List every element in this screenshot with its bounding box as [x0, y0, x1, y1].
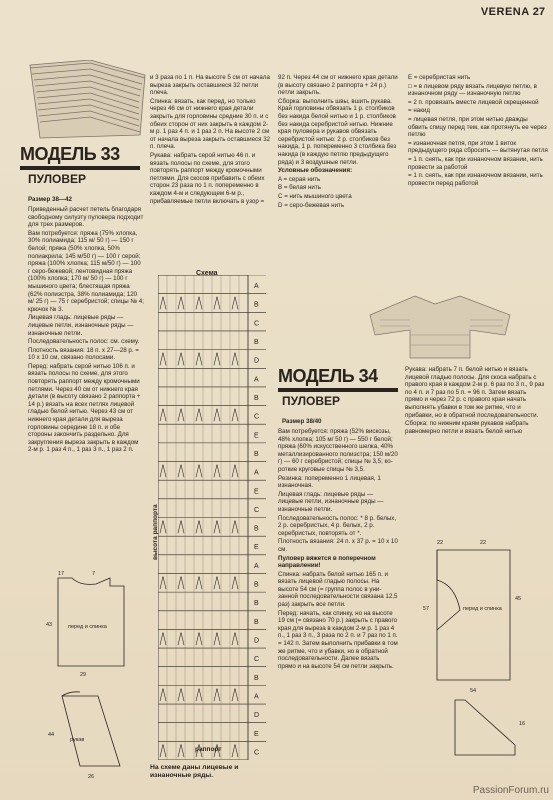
stitch-symbol — [196, 521, 202, 534]
stitch-symbol — [196, 632, 202, 645]
piece-label-front-back: перед и спинка — [68, 624, 107, 630]
chart-row-label: B — [254, 525, 259, 533]
stitch-symbol — [232, 632, 238, 645]
legend-item: = изнаночная петля, при этом 1 виток предыдущего ряда сбросить — вытянутая петля — [408, 139, 548, 155]
pattern-diagram-33 — [40, 566, 140, 788]
chart-row-label: E — [254, 730, 259, 738]
stitch-symbol — [232, 521, 238, 534]
stitch-symbol — [196, 409, 202, 422]
stitch-symbol — [178, 744, 184, 757]
dim-label: 16 — [519, 721, 526, 727]
stitch-symbol — [160, 688, 166, 701]
paragraph: Рукава: набрать серой нитью 46 п. и вязать полосы по схеме, для этого повторять раппорт между кромочными петлями. Для скосов прибавить с обеих сторон 23 раза по 1 п. попеременно в каждом 4-м и следующем 6-м р., прибавляемые петли включать в узор = — [150, 151, 265, 205]
legend-item: D = серо-бежевая нить — [278, 201, 345, 209]
stitch-symbol — [196, 576, 202, 589]
chart-footnote: На схеме даны лицевые и изнаночные ряды. — [150, 764, 239, 779]
stitch-symbol — [214, 353, 220, 366]
chart-row-label: C — [254, 749, 260, 757]
stitch-symbol — [232, 409, 238, 422]
stitch-symbol — [232, 744, 238, 757]
model-33-size: Размер 38—42 — [28, 196, 72, 203]
paragraph: Перед: набрать серой нитью 106 п. и вязать полосы по схеме, для этого повторять раппорт между кромочными петлями. Через 40 см от нижнего края детали (в высоту связано 2 раппорта + 14 р.) вязать на всех петлях лицевой гладью белой нитью. Через 43 см от нижнего края детали для выреза горловины середине 18 п. и обе стороны закончить раздельно. Для закругления выреза закрыть в каждом 2-м р. 1 раз 4 п., 1 раз 3 п., 1 раз 2 п. — [28, 362, 141, 454]
model-34-column-1 — [278, 428, 398, 671]
model-33-column-2 — [150, 74, 272, 206]
page-number: 27 — [532, 6, 545, 18]
knitting-chart — [158, 275, 268, 760]
chart-row-label: D — [254, 357, 260, 365]
legend-item: = 2 п. провязать вместе лицевой скрещенной — [408, 98, 539, 106]
paragraph: и 3 раза по 1 п. На высоте 5 см от начала выреза закрыть оставшиеся 32 петли плеча. — [150, 74, 270, 97]
paragraph: Плотность вязания: 24 п. х 37 р. = 10 х 10 см. — [278, 538, 398, 553]
stitch-symbol — [178, 632, 184, 645]
chart-row-label: B — [254, 301, 259, 309]
legend-item: E = серебристая нить — [408, 74, 471, 81]
stitch-symbol — [178, 521, 184, 534]
stitch-symbol — [178, 465, 184, 478]
stitch-symbol — [232, 688, 238, 701]
paragraph: Вам потребуется: пряжа (75% хлопка, 30% полиамида; 115 м/ 50 г) — 150 г белой; пряжа (50% хлопка, 50% полиакрила; 145 м/50 г) — 100 г серой; пряжа (100% хлопка; 115 м/50 г) — 100 г серо-бежевой; лентовидная пряжа (100% хлопка; 170 м/ 50 г) — 100 г мышиного цвета; блестящая пряжа (62% полиэстра, 38% полиамида; 120 м/ 25 г) — 75 г серебристой; спицы № 4; крючок № 3. — [28, 229, 144, 313]
stitch-symbol — [178, 409, 184, 422]
stitch-symbol — [160, 409, 166, 422]
stitch-symbol — [196, 297, 202, 310]
chart-vertical-label: высота раппорта — [152, 504, 159, 560]
paragraph: Приведенный расчет петель благодаря свободному силуэту пуловера подходит для трех размеров. — [28, 206, 144, 229]
legend-item: = накид — [408, 107, 430, 115]
stitch-symbol — [178, 353, 184, 366]
dim-label: 54 — [470, 688, 477, 694]
paragraph: Сборка: выполнить швы, вшить рукава. Край горловины обвязать 1 р. столбиков без накида белой нитью и 1 р. столбиков без накида серебристой нитью. Нижние края пуловера и рукавов обвязать серебристой нитью: 2 р. столбиков без накида, 1 р. попеременно 3 столбика без накида (в каждую петлю предыдущего ряда) и 3 воздушные петли. — [278, 97, 397, 166]
model-34-column-2 — [405, 366, 545, 436]
legend-item: □ = в лицевом ряду вязать лицевую петлю, в изнаночном ряду — изнаночную петлю — [408, 82, 537, 98]
stitch-symbol — [214, 409, 220, 422]
stitch-symbol — [232, 353, 238, 366]
title-rule — [278, 388, 398, 392]
model-33-column-1 — [28, 206, 144, 455]
paragraph: Рукава: набрать 7 п. белой нитью и вязать лицевой гладью полосы. Для скоса набрать с правого края в каждом 2-м р. 6 раз по 3 п., 9 раз по 4 п. и 7 раз по 5 п. = 96 п. Затем вязать прямо и через 72 р. с правого края начать выполнять убавки в том же ритме, что и прибавки, но в обратной последовательности. — [405, 366, 545, 419]
page-header — [481, 6, 545, 18]
stitch-symbol — [232, 576, 238, 589]
stitch-symbol — [178, 576, 184, 589]
piece-label-sleeve: рукав — [70, 737, 85, 743]
chart-row-label: B — [254, 450, 259, 458]
stitch-symbol — [160, 297, 166, 310]
stitch-symbol — [214, 297, 220, 310]
dim-label: 44 — [48, 732, 55, 738]
model-33-column-3 — [278, 74, 402, 210]
chart-row-label: C — [254, 413, 260, 421]
paragraph: 92 п. Через 44 см от нижнего края детали (в высоту связано 2 раппорта + 24 р.) петли закрыть. — [278, 74, 398, 97]
legend-item: = 1 п. снять, как при изнаночном вязании, нить провести перед работой — [408, 172, 543, 187]
paragraph: Резинка: попеременно 1 лицевая, 1 изнаночная. — [278, 474, 381, 490]
chart-row-label: B — [254, 674, 259, 682]
chart-row-label: B — [254, 339, 259, 347]
chart-raport-label: раппорт — [195, 746, 222, 753]
chart-row-label: A — [254, 562, 259, 570]
dim-label: 29 — [80, 672, 87, 678]
legend-item: A = серая нить — [278, 175, 321, 183]
piece-label-front-back: перед и спинка — [463, 606, 502, 612]
stitch-symbol — [214, 576, 220, 589]
brand-name: VERENA — [480, 6, 530, 18]
dim-label: 17 — [58, 571, 65, 577]
chart-row-label: B — [254, 581, 259, 589]
dim-label: 26 — [88, 774, 95, 780]
paragraph: Перед: начать, как спинку, но на высоте 19 см (= связано 70 р.) закрыть с правого края для выреза в каждом 2-м р. 1 раз 4 п., 1 раз 3 п., 3 раза по 2 п. и 7 раз по 1 п. = 142 п. Затем выполнить прибавки в том же ритме, что и убавки, но в обратной последовательности. Далее вязать прямо и на высоте 54 см петли закрыть. — [278, 609, 398, 670]
chart-row-label: C — [254, 506, 260, 514]
stitch-symbol — [160, 632, 166, 645]
chart-row-label: D — [254, 637, 260, 645]
dim-label: 22 — [437, 540, 444, 546]
model-33-column-4 — [408, 74, 548, 188]
chart-row-label: B — [254, 600, 259, 608]
model-33-subtitle: ПУЛОВЕР — [28, 172, 87, 186]
sweater-illustration-33 — [20, 60, 150, 140]
chart-row-label: E — [254, 488, 259, 496]
chart-row-label: B — [254, 394, 259, 402]
stitch-symbol — [160, 521, 166, 534]
legend-heading: Условные обозначения: — [278, 167, 353, 175]
paragraph: Спинка: набрать белой нитью 165 п. и вязать лицевой гладью полосы. На высоте 54 см (= группа полос в унизанной последовательности связана 12,5 раз) закрыть все петли. — [278, 570, 398, 609]
title-rule — [20, 166, 140, 170]
paragraph: Лицевая гладь: лицевые ряды — лицевые петли, изнаночные ряды — изнаночные петли. — [28, 314, 134, 337]
legend-item: = 1 п. снять, как при изнаночном вязании, нить провести за работой — [408, 155, 543, 171]
paragraph: Пуловер вяжется в поперечном направлении! — [278, 554, 376, 570]
dim-label: 22 — [480, 540, 487, 546]
watermark: PassionForum.ru — [472, 785, 549, 796]
model-34-size: Размер 38/40 — [282, 418, 322, 425]
chart-row-label: D — [254, 712, 260, 720]
chart-row-label: E — [254, 544, 259, 552]
chart-row-label: C — [254, 656, 260, 664]
stitch-symbol — [214, 688, 220, 701]
chart-row-label: A — [254, 693, 259, 701]
sweater-illustration-34 — [365, 290, 515, 360]
stitch-symbol — [160, 465, 166, 478]
stitch-symbol — [196, 353, 202, 366]
dim-label: 43 — [46, 622, 53, 628]
legend-item: C = нить мышиного цвета — [278, 192, 352, 200]
stitch-symbol — [196, 465, 202, 478]
model-34-subtitle: ПУЛОВЕР — [282, 394, 341, 408]
paragraph: Лицевая гладь: лицевые ряды — лицевые петли, изнаночные ряды — изнаночные петли. — [278, 490, 384, 513]
stitch-symbol — [232, 297, 238, 310]
stitch-symbol — [160, 744, 166, 757]
chart-title: Схема — [196, 270, 218, 277]
stitch-symbol — [178, 688, 184, 701]
stitch-symbol — [196, 688, 202, 701]
model-33-title: МОДЕЛЬ 33 — [20, 144, 120, 164]
dim-label: 57 — [423, 606, 430, 612]
chart-row-label: A — [254, 469, 259, 477]
stitch-symbol — [214, 465, 220, 478]
stitch-symbol — [214, 521, 220, 534]
paragraph: Сборка: по нижним краям рукавов набрать равномерно петли и вязать белой нитью — [405, 420, 529, 435]
dim-label: 7 — [92, 571, 96, 577]
stitch-symbol — [160, 576, 166, 589]
legend-item: = лицевая петля, при этом нитью дважды обвить спицу перед тем, как протянуть ее через петлю — [408, 115, 547, 139]
paragraph: Последовательность полос: см. схему. — [28, 338, 140, 346]
paragraph: Последовательность полос: * 8 р. белых, 2 р. серебристых, 4 р. белых, 2 р. серебристых, повторять от *. — [278, 514, 397, 537]
model-34-title: МОДЕЛЬ 34 — [278, 366, 378, 386]
chart-row-label: A — [254, 283, 259, 291]
stitch-symbol — [160, 353, 166, 366]
stitch-symbol — [232, 465, 238, 478]
chart-row-label: E — [254, 432, 259, 440]
paragraph: Плотность вязания: 18 п. х 27—28 р. = 10 х 10 см, связано полосами. — [28, 346, 139, 362]
stitch-symbol — [214, 632, 220, 645]
chart-row-label: C — [254, 320, 260, 328]
legend-item: B = белая нить — [278, 184, 321, 192]
paragraph: Спинка: вязать, как перед, но только через 46 см от нижнего края детали закрыть для горловины средние 30 п. и с обеих сторон от них закрыть в каждом 2-м р. 1 раз 4 п. и 1 раз 2 п. На высоте 2 см от начала выреза закрыть оставшиеся 32 п. плеча. — [150, 97, 271, 151]
dim-label: 45 — [515, 596, 522, 602]
pattern-diagram-34 — [415, 530, 540, 760]
paragraph: Вам потребуется: пряжа (52% вискозы, 48% хлопка; 105 м/ 50 г) — 550 г белой; пряжа (60% искусственного шелка, 40% металлизированного полиэстра; 150 м/20 г) — 60 г серебристой; спицы № 3,5; короткие круговые спицы № 3,5. — [278, 428, 398, 473]
chart-row-label: B — [254, 618, 259, 626]
stitch-symbol — [178, 297, 184, 310]
chart-row-label: A — [254, 376, 259, 384]
